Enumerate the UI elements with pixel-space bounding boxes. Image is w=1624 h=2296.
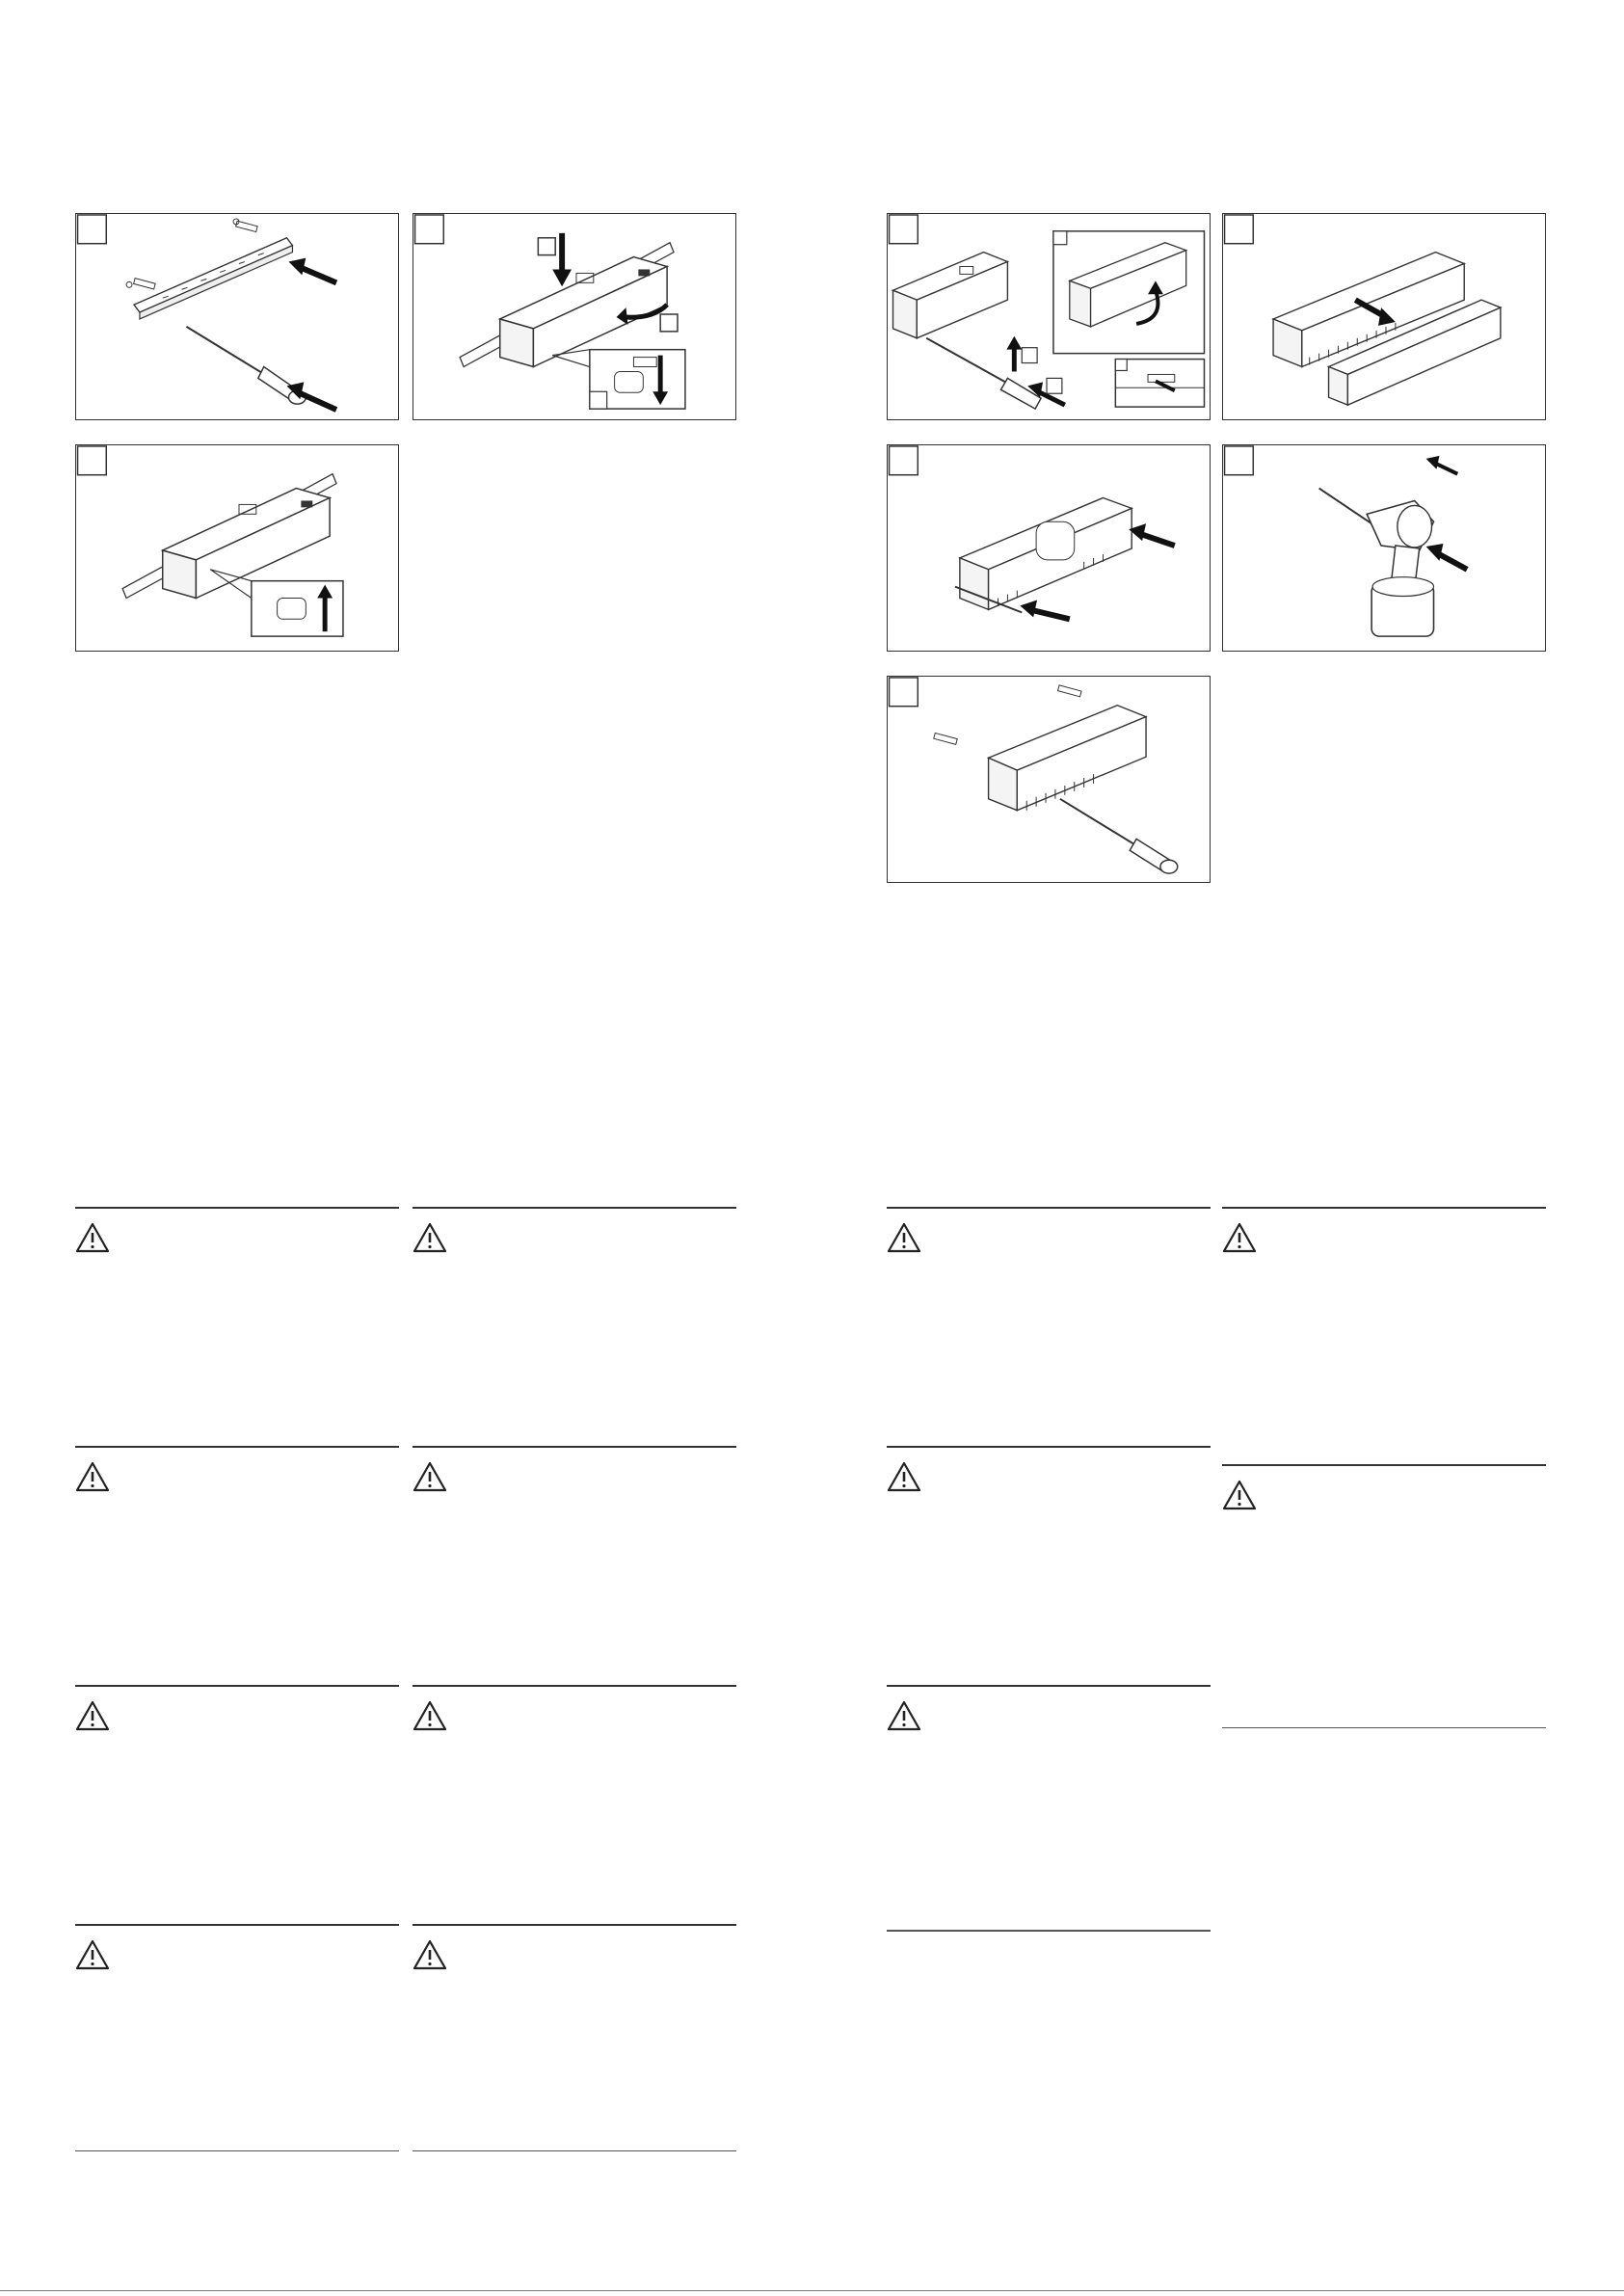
warning-divider (887, 1685, 1211, 1687)
illustration-drill (1222, 444, 1546, 652)
warning-triangle-icon (75, 1700, 110, 1731)
page-footer-rule (0, 2290, 1624, 2291)
warning-triangle-icon (75, 1222, 110, 1253)
warning-divider (413, 1446, 736, 1448)
illustration-module-mount-on-rail (413, 213, 736, 420)
illustration-module-open (1222, 213, 1546, 420)
warning-divider (1222, 1464, 1546, 1466)
warning-divider (75, 1685, 399, 1687)
module-release-from-rail-illustration (76, 445, 398, 651)
warning-end-divider (75, 2150, 399, 2151)
illustration-module-release-from-rail (75, 444, 399, 652)
warning-end-divider (887, 1930, 1211, 1932)
warning-triangle-icon (413, 1222, 447, 1253)
warning-triangle-icon (75, 1461, 110, 1492)
illustration-module-wall-screw (887, 676, 1211, 883)
warning-triangle-icon (1222, 1222, 1257, 1253)
warning-triangle-icon (75, 1939, 110, 1970)
warning-end-divider (413, 2150, 736, 2151)
module-wall-screw-illustration (888, 677, 1210, 882)
illustration-module-cover-removal (887, 213, 1211, 420)
warning-divider (887, 1446, 1211, 1448)
warning-divider (75, 1446, 399, 1448)
warning-triangle-icon (413, 1700, 447, 1731)
module-mount-on-rail-illustration (413, 214, 735, 419)
warning-triangle-icon (413, 1461, 447, 1492)
warning-divider (1222, 1207, 1546, 1209)
illustration-terminal-screwdriver (887, 444, 1211, 652)
warning-divider (75, 1924, 399, 1926)
warning-triangle-icon (887, 1222, 921, 1253)
warning-divider (887, 1207, 1211, 1209)
warning-divider (413, 1207, 736, 1209)
warning-divider (75, 1207, 399, 1209)
din-rail-screwdriver-illustration (76, 214, 398, 419)
illustration-din-rail-screwdriver (75, 213, 399, 420)
warning-divider (413, 1924, 736, 1926)
module-open-illustration (1223, 214, 1545, 419)
warning-end-divider (1222, 1727, 1546, 1728)
warning-triangle-icon (887, 1700, 921, 1731)
warning-triangle-icon (1222, 1480, 1257, 1510)
drill-illustration (1223, 445, 1545, 651)
warning-triangle-icon (413, 1939, 447, 1970)
warning-divider (413, 1685, 736, 1687)
module-cover-removal-illustration (888, 214, 1210, 419)
warning-triangle-icon (887, 1461, 921, 1492)
terminal-screwdriver-illustration (888, 445, 1210, 651)
